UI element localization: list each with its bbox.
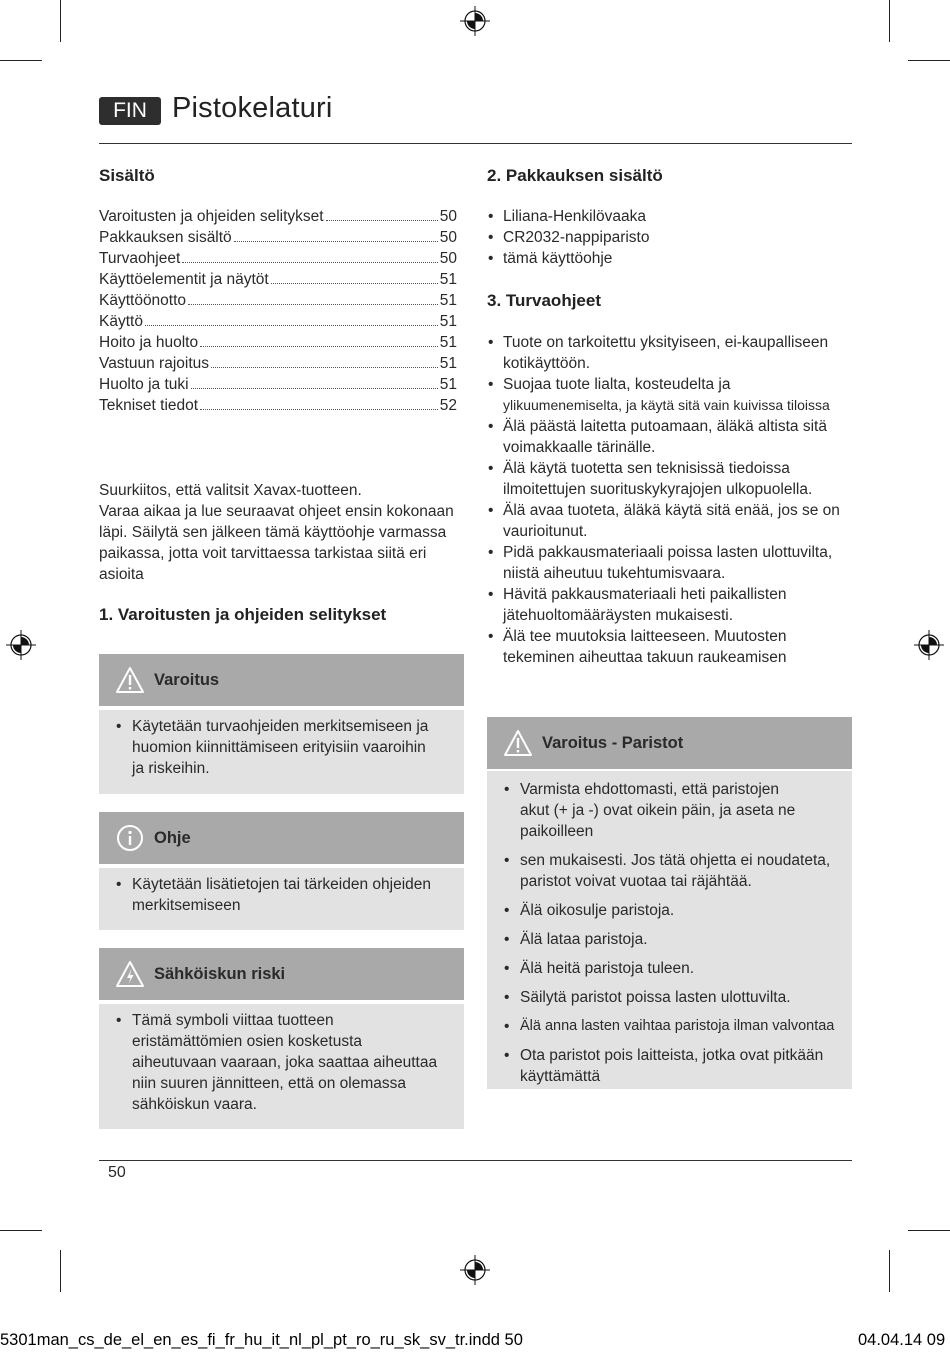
toc-item[interactable]: Vastuun rajoitus 51: [99, 355, 457, 372]
list-item: • Älä käytä tuotetta sen teknisissä tiedoissa ilmoitettujen suorituskykyrajojen ulkopuolella.: [487, 458, 852, 500]
crop-mark: [60, 1250, 61, 1292]
registration-mark-icon: [6, 630, 36, 660]
note-box-body: [99, 868, 464, 930]
battery-warning-label: Varoitus - Paristot: [542, 734, 684, 752]
shock-label: Sähköiskun riski: [154, 965, 286, 983]
shock-box-header: [99, 948, 464, 1000]
list-item: • tämä käyttöohje: [487, 248, 852, 269]
page-title: Pistokelaturi: [172, 92, 333, 124]
info-circle-icon: [115, 824, 145, 852]
registration-mark-icon: [460, 1255, 490, 1285]
list-item: • Hävitä pakkausmateriaali heti paikallisten jätehuoltomääräysten mukaisesti.: [487, 584, 852, 626]
table-of-contents: [99, 206, 457, 416]
toc-item[interactable]: Käyttöelementit ja näytöt 51: [99, 271, 457, 288]
list-item: • Liliana-Henkilövaaka: [487, 206, 852, 227]
print-slug: 5301man_cs_de_el_en_es_fi_fr_hu_it_nl_pl_pt_ro_ru_sk_sv_tr.indd 50: [0, 1331, 523, 1349]
registration-mark-icon: [460, 6, 490, 36]
section-1-title: 1. Varoitusten ja ohjeiden selitykset: [99, 605, 387, 624]
toc-item[interactable]: Käyttö 51: [99, 313, 457, 330]
header-rule: [99, 143, 852, 144]
electric-shock-icon: [115, 960, 145, 988]
battery-warning-header: [487, 717, 852, 769]
toc-item[interactable]: Käyttöönotto 51: [99, 292, 457, 309]
warning-box-header: [99, 654, 464, 706]
crop-mark: [0, 1230, 42, 1231]
print-date: 04.04.14 09: [858, 1331, 946, 1349]
list-item: • Tämä symboli viittaa tuotteen eristämättömien osien kosketusta aiheutuvaan vaaraan, joka saattaa aiheuttaa niin suuren jännitteen, että on olemassa sähköiskun vaara.: [114, 1010, 449, 1115]
toc-item[interactable]: Varoitusten ja ohjeiden selitykset 50: [99, 208, 457, 225]
warning-triangle-icon: [503, 729, 533, 757]
crop-mark: [60, 0, 61, 42]
list-item: • Älä päästä laitetta putoamaan, äläkä altista sitä voimakkaalle tärinälle.: [487, 416, 852, 458]
list-item: • Käytetään lisätietojen tai tärkeiden ohjeiden merkitsemiseen: [114, 874, 449, 916]
crop-mark: [0, 60, 42, 61]
section-2-title: 2. Pakkauksen sisältö: [487, 166, 663, 185]
list-item: • Käytetään turvaohjeiden merkitsemiseen ja huomion kiinnittämiseen erityisiin vaaroihin ja riskeihin.: [114, 716, 449, 779]
note-box-header: [99, 812, 464, 864]
toc-item[interactable]: Turvaohjeet 50: [99, 250, 457, 267]
footer-rule: [99, 1160, 852, 1161]
toc-item[interactable]: Huolto ja tuki 51: [99, 376, 457, 393]
toc-title: Sisältö: [99, 166, 155, 185]
language-badge: FIN: [99, 97, 161, 125]
warning-box-body: [99, 710, 464, 794]
section-3-title: 3. Turvaohjeet: [487, 291, 601, 310]
crop-mark: [908, 1230, 950, 1231]
list-item: • Pidä pakkausmateriaali poissa lasten ulottuvilta, niistä aiheutuu tukehtumisvaara.: [487, 542, 852, 584]
toc-item[interactable]: Hoito ja huolto 51: [99, 334, 457, 351]
list-item: • Varmista ehdottomasti, että paristojen akut (+ ja -) ovat oikein päin, ja aseta ne paikoilleen: [502, 779, 837, 842]
warning-label: Varoitus: [154, 671, 220, 689]
page-number: 50: [108, 1164, 126, 1181]
battery-warning-body: [487, 771, 852, 1089]
package-contents-list: [487, 206, 852, 269]
toc-item[interactable]: Tekniset tiedot 52: [99, 397, 457, 414]
list-item: • Älä tee muutoksia laitteeseen. Muutosten tekeminen aiheuttaa takuun raukeamisen: [487, 626, 852, 668]
list-item: • Älä anna lasten vaihtaa paristoja ilman valvontaa: [502, 1016, 837, 1037]
warning-triangle-icon: [115, 666, 145, 694]
list-item: • Älä heitä paristoja tuleen.: [502, 958, 837, 979]
crop-mark: [889, 1250, 890, 1292]
list-item: • Ota paristot pois laitteista, jotka ovat pitkään käyttämättä: [502, 1045, 837, 1087]
list-item: • CR2032-nappiparisto: [487, 227, 852, 248]
list-item: • Suojaa tuote lialta, kosteudelta ja ylikuumenemiselta, ja käytä sitä vain kuivissa tiloissa: [487, 374, 852, 416]
list-item: • Säilytä paristot poissa lasten ulottuvilta.: [502, 987, 837, 1008]
safety-list: [487, 332, 852, 668]
crop-mark: [908, 60, 950, 61]
crop-mark: [889, 0, 890, 42]
intro-paragraph: Suurkiitos, että valitsit Xavax-tuotteen. Varaa aikaa ja lue seuraavat ohjeet ensin kokonaan läpi. Säilytä sen jälkeen tämä käyttöohje varmassa paikassa, jotta voit tarvittaessa tarkistaa siitä eri asioita: [99, 482, 454, 583]
list-item: • Älä oikosulje paristoja.: [502, 900, 837, 921]
note-label: Ohje: [154, 829, 191, 847]
list-item: • sen mukaisesti. Jos tätä ohjetta ei noudateta, paristot voivat vuotaa tai räjähtää.: [502, 850, 837, 892]
list-item: • Tuote on tarkoitettu yksityiseen, ei-kaupalliseen kotikäyttöön.: [487, 332, 852, 374]
shock-box-body: [99, 1004, 464, 1129]
list-item: • Älä avaa tuoteta, äläkä käytä sitä enää, jos se on vaurioitunut.: [487, 500, 852, 542]
toc-item[interactable]: Pakkauksen sisältö 50: [99, 229, 457, 246]
registration-mark-icon: [914, 630, 944, 660]
list-item: • Älä lataa paristoja.: [502, 929, 837, 950]
